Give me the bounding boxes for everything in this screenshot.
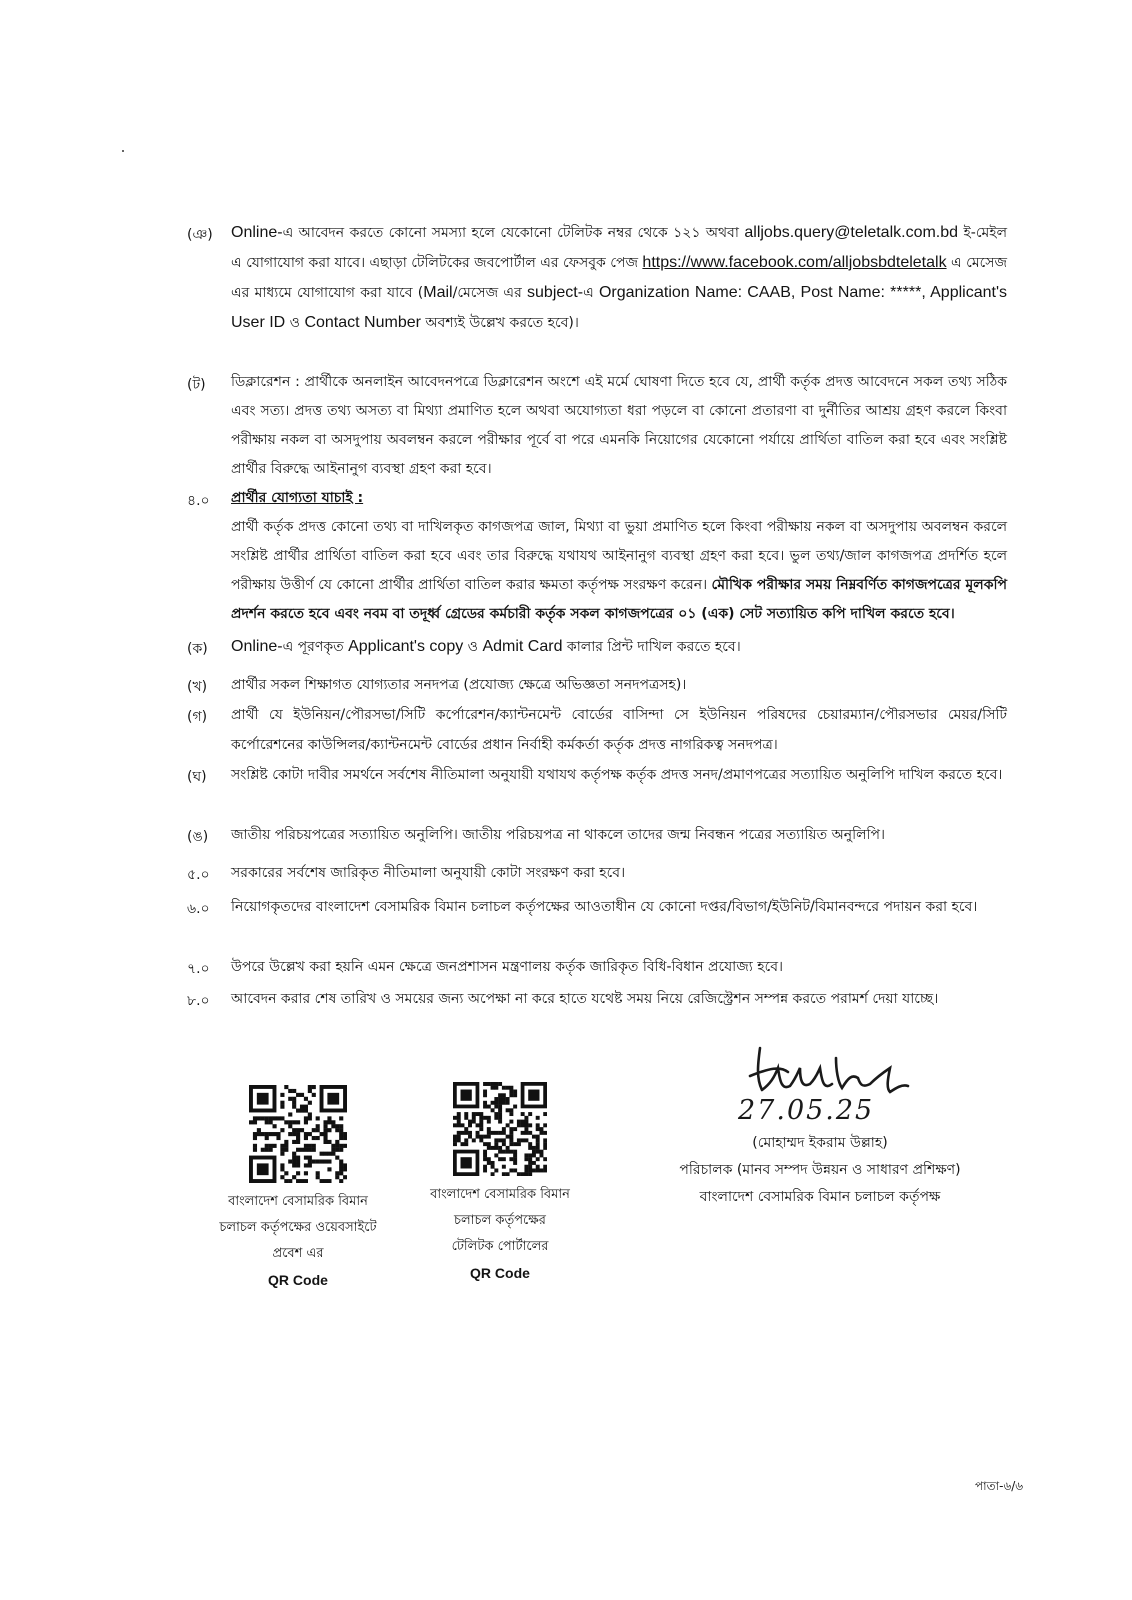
- bangla-text: সরকারের সর্বশেষ জারিকৃত নীতিমালা অনুযায়ী কোটা সংরক্ষণ করা হবে।: [231, 865, 626, 881]
- section-text: [231, 984, 1007, 1014]
- item-text: [231, 632, 1007, 662]
- section-4-eligibility: [187, 484, 1007, 629]
- item-number: (গ): [187, 709, 208, 725]
- latin-text: Organization Name: CAAB, Post Name: *****, Applicant's User ID: [231, 284, 1007, 331]
- section-number: ৫.০: [187, 867, 210, 883]
- qr-code-label: QR Code: [470, 1265, 530, 1281]
- qr-caption-line: প্রবেশ এর: [272, 1246, 324, 1261]
- bangla-text: ডিক্লারেশন : প্রার্থীকে অনলাইন আবেদনপত্রে ডিক্লারেশন অংশে এই মর্মে ঘোষণা দিতে হবে যে, প্রার্থী কর্তৃক প্রদত্ত আবেদনে সকল তথ্য সঠিক এবং সত্য। প্রদত্ত তথ্য অসত্য বা মিথ্যা প্রমাণিত হলে অথবা অযোগ্যতা ধরা পড়লে বা কোনো প্রতারণা বা দুর্নীতির আশ্রয় গ্রহণ করলে কিংবা পরীক্ষায় নকল বা অসদুপায় অবলম্বন করলে পরীক্ষার পূর্বে বা পরে এমনকি নিয়োগের যেকোনো পর্যায়ে প্রার্থিতা বাতিল করা হবে এবং সংশ্লিষ্ট প্রার্থীর বিরুদ্ধে আইনানুগ ব্যবস্থা গ্রহণ করা হবে।: [231, 374, 1007, 477]
- section-5-quota: [187, 858, 1007, 888]
- qr-code-image: [249, 1085, 347, 1183]
- bangla-text: ও: [463, 639, 483, 655]
- scan-speck: [122, 150, 124, 152]
- item-text: [231, 820, 1007, 850]
- signatory-name: (মোহাম্মদ ইকরাম উল্লাহ): [752, 1135, 888, 1151]
- section-number: ৭.০: [187, 961, 210, 977]
- section-number: ৬.০: [187, 901, 210, 917]
- latin-text: Applicant's copy: [348, 638, 464, 655]
- signatory-organization: বাংলাদেশ বেসামরিক বিমান চলাচল কর্তৃপক্ষ: [699, 1189, 941, 1205]
- bangla-text: এ: [583, 285, 599, 301]
- latin-text: Mail: [423, 284, 453, 301]
- doc-item-gha: [187, 760, 1007, 790]
- item-text: [231, 670, 1007, 700]
- bold-instruction-text: মৌখিক পরীক্ষার সময় নিম্নবর্ণিত কাগজপত্রের মূলকপি প্রদর্শন করতে হবে এবং নবম বা তদূর্ধ্ব গ্রেডের কর্মচারী কর্তৃক সকল কাগজপত্রের ০১ (এক) সেট সত্যায়িত কপি দাখিল করতে হবে।: [231, 577, 1007, 622]
- item-number: (ঙ): [187, 829, 209, 845]
- bangla-text: প্রার্থীর সকল শিক্ষাগত যোগ্যতার সনদপত্র (প্রযোজ্য ক্ষেত্রে অভিজ্ঞতা সনদপত্রসহ)।: [231, 677, 687, 693]
- item-number: (ঘ): [187, 769, 207, 785]
- doc-item-ka: [187, 632, 1007, 662]
- bangla-text: এ আবেদন করতে কোনো সমস্যা হলে যেকোনো টেলিটক নম্বর থেকে ১২১ অথবা: [282, 225, 745, 241]
- qr-caption-line: বাংলাদেশ বেসামরিক বিমান: [228, 1194, 368, 1209]
- latin-text: Online-: [231, 224, 283, 241]
- qr-caption-line: টেলিটক পোর্টালের: [451, 1239, 549, 1254]
- bangla-text: উপরে উল্লেখ করা হয়নি এমন ক্ষেত্রে জনপ্রশাসন মন্ত্রণালয় কর্তৃক জারিকৃত বিধি-বিধান প্রযোজ্য হবে।: [231, 959, 784, 975]
- facebook-page-link[interactable]: https://www.facebook.com/alljobsbdteletalk: [642, 254, 947, 271]
- bangla-text: নিয়োগকৃতদের বাংলাদেশ বেসামরিক বিমান চলাচল কর্তৃপক্ষের আওতাধীন যে কোনো দপ্তর/বিভাগ/ইউনিট/বিমানবন্দরে পদায়ন করা হবে।: [231, 899, 978, 915]
- doc-item-kha: [187, 670, 1007, 700]
- bangla-text: প্রার্থী কর্তৃক প্রদত্ত কোনো তথ্য বা দাখিলকৃত কাগজপত্র জাল, মিথ্যা বা ভুয়া প্রমাণিত হলে কিংবা পরীক্ষায় নকল বা অসদুপায় অবলম্বন করলে সংশ্লিষ্ট প্রার্থীর প্রার্থিতা বাতিল করা হবে এবং তার বিরুদ্ধে যথাযথ আইনানুগ ব্যবস্থা গ্রহণ করা হবে। ভুল তথ্য/জাল কাগজপত্র প্রদর্শিত হলে পরীক্ষায় উত্তীর্ণ যে কোনো প্রার্থীর প্রার্থিতা বাতিল করার ক্ষমতা কর্তৃপক্ষ সংরক্ষণ করেন।: [231, 519, 1007, 593]
- bangla-text: প্রার্থী যে ইউনিয়ন/পৌরসভা/সিটি কর্পোরেশন/ক্যান্টনমেন্ট বোর্ডের বাসিন্দা সে ইউনিয়ন পরিষদের চেয়ারম্যান/পৌরসভার মেয়র/সিটি কর্পোরেশনের কাউন্সিলর/ক্যান্টনমেন্ট বোর্ডের প্রধান নির্বাহী কর্মকর্তা কর্তৃক প্রদত্ত নাগরিকত্ব সনদপত্র।: [231, 707, 1007, 753]
- section-text: [231, 858, 1007, 888]
- signature-date: 27.05.25: [738, 1095, 875, 1126]
- section-7-rules: [187, 952, 1007, 982]
- bangla-text: এ পূরণকৃত: [282, 639, 349, 655]
- item-text: [231, 700, 1007, 760]
- latin-text: Contact Number: [304, 314, 421, 331]
- signatory-designation: পরিচালক (মানব সম্পদ উন্নয়ন ও সাধারণ প্রশিক্ষণ): [679, 1162, 961, 1178]
- section-number: ৮.০: [187, 993, 210, 1009]
- section-text: [231, 952, 1007, 982]
- section-text: [231, 892, 1007, 922]
- bangla-text: কালার প্রিন্ট দাখিল করতে হবে।: [562, 639, 741, 655]
- clause-number: (ট): [187, 377, 206, 393]
- qr-block-website: [208, 1085, 388, 1293]
- bangla-text: সংশ্লিষ্ট কোটা দাবীর সমর্থনে সর্বশেষ নীতিমালা অনুযায়ী যথাযথ কর্তৃপক্ষ কর্তৃক প্রদত্ত সনদ/প্রমাণপত্রের সত্যায়িত অনুলিপি দাখিল করতে হবে।: [231, 767, 1003, 783]
- latin-text: alljobs.query@teletalk.com.bd: [744, 224, 959, 241]
- section-text: [231, 519, 1007, 622]
- section-heading: প্রার্থীর যোগ্যতা যাচাই :: [231, 490, 364, 506]
- qr-code-image: [453, 1082, 547, 1176]
- page-number: পাতা-৬/৬: [975, 1479, 1024, 1493]
- latin-text: Online-: [231, 638, 283, 655]
- item-number: (খ): [187, 679, 208, 695]
- item-number: (ক): [187, 641, 208, 657]
- clause-text: [231, 368, 1007, 484]
- section-number: ৪.০: [187, 493, 210, 509]
- section-body: [231, 484, 1007, 629]
- bangla-text: /মেসেজ এর: [452, 285, 528, 301]
- section-8-advice: [187, 984, 1007, 1014]
- latin-text: subject-: [527, 284, 584, 301]
- bangla-text: এ মেসেজ এর মাধ্যমে যোগাযোগ করা যাবে (: [231, 255, 1007, 301]
- bangla-text: ও: [285, 315, 305, 331]
- clause-text: [231, 218, 1007, 338]
- bangla-text: জাতীয় পরিচয়পত্রের সত্যায়িত অনুলিপি। জাতীয় পরিচয়পত্র না থাকলে তাদের জন্ম নিবন্ধন পত্রের সত্যায়িত অনুলিপি।: [231, 827, 886, 843]
- bangla-text: ই-মেইল এ যোগাযোগ করা যাবে। এছাড়া টেলিটকের জবপোর্টাল এর ফেসবুক পেজ: [231, 225, 1008, 271]
- bangla-text: আবেদন করার শেষ তারিখ ও সময়ের জন্য অপেক্ষা না করে হাতে যথেষ্ট সময় নিয়ে রেজিস্ট্রেশন সম্পন্ন করতে পরামর্শ দেয়া যাচ্ছে।: [231, 991, 939, 1007]
- clause-declaration: [187, 368, 1007, 484]
- doc-item-uma: [187, 820, 1007, 850]
- qr-caption-line: বাংলাদেশ বেসামরিক বিমান: [430, 1187, 570, 1202]
- clause-number: (ঞ): [187, 227, 213, 243]
- qr-caption-line: চলাচল কর্তৃপক্ষের: [454, 1213, 546, 1228]
- doc-item-ga: [187, 700, 1007, 760]
- clause-nya: [187, 218, 1007, 338]
- qr-caption-line: চলাচল কর্তৃপক্ষের ওয়েবসাইটে: [219, 1220, 377, 1235]
- qr-code-label: QR Code: [268, 1272, 328, 1288]
- signatory-block: [620, 1130, 1020, 1211]
- qr-block-teletalk: [410, 1082, 590, 1286]
- item-text: [231, 760, 1007, 790]
- section-6-posting: [187, 892, 1007, 922]
- bangla-text: অবশ্যই উল্লেখ করতে হবে)।: [420, 315, 579, 331]
- latin-text: Admit Card: [482, 638, 563, 655]
